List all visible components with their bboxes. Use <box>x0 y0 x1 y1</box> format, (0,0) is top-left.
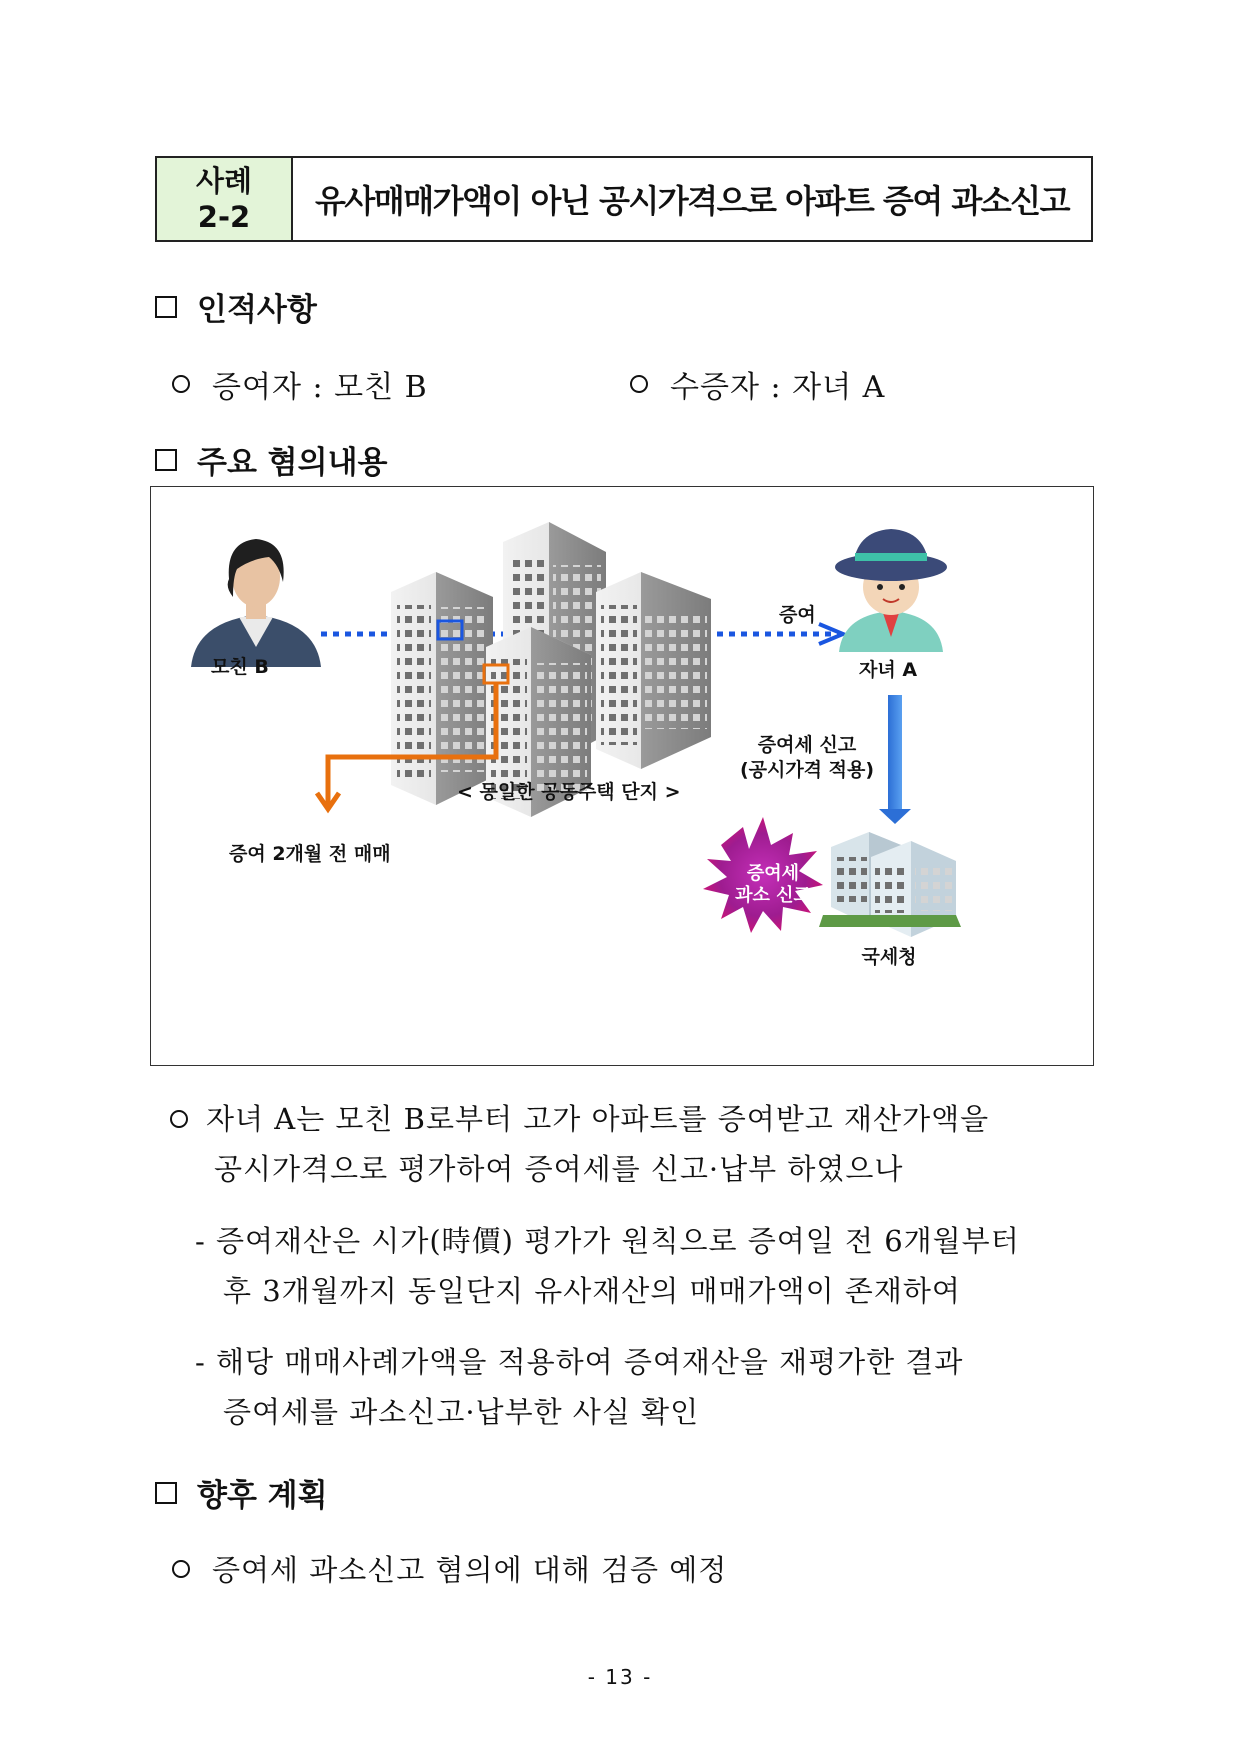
paragraph-3-line1: - 해당 매매사례가액을 적용하여 증여재산을 재평가한 결과 <box>195 1345 964 1379</box>
case-header <box>155 156 1093 242</box>
section-personal <box>155 284 317 329</box>
nts-building-icon <box>819 832 961 937</box>
circle-bullet-icon <box>170 1110 188 1128</box>
circle-bullet-icon <box>172 1560 190 1578</box>
child-figure-icon <box>835 529 947 652</box>
paragraph-3 <box>195 1337 1095 1437</box>
checkbox-square-icon <box>155 1482 177 1504</box>
apartment-complex-icon <box>391 522 711 817</box>
paragraph-2 <box>195 1216 1095 1316</box>
donor-text: 증여자 : 모친 B <box>212 370 428 405</box>
allegation-diagram <box>150 486 1094 1066</box>
paragraph-3-line2: 증여세를 과소신고·납부한 사실 확인 <box>223 1395 700 1429</box>
burst-label-line1: 증여세 <box>746 863 800 884</box>
section-personal-title: 인적사항 <box>197 292 317 328</box>
page-number: - 13 - <box>587 1665 653 1689</box>
mother-label: 모친 B <box>211 656 269 678</box>
case-label <box>157 158 293 240</box>
paragraph-1 <box>170 1094 1095 1194</box>
child-label: 자녀 A <box>859 659 918 681</box>
case-label-line2: 2-2 <box>197 200 251 234</box>
checkbox-square-icon <box>155 296 177 318</box>
checkbox-square-icon <box>155 449 177 471</box>
paragraph-2-line1: - 증여재산은 시가(時價) 평가가 원칙으로 증여일 전 6개월부터 <box>195 1224 1020 1258</box>
gift-label: 증여 <box>779 604 816 626</box>
recipient-line <box>630 362 885 406</box>
case-title: 유사매매가액이 아닌 공시가격으로 아파트 증여 과소신고 <box>314 182 1070 220</box>
donor-line <box>172 362 428 406</box>
section-plan-title: 향후 계획 <box>197 1478 328 1514</box>
plan-line <box>172 1548 727 1589</box>
report-label-line1: 증여세 신고 <box>757 734 857 756</box>
circle-bullet-icon <box>630 375 648 393</box>
case-label-line1: 사례 <box>195 164 253 198</box>
section-main-title: 주요 혐의내용 <box>197 445 388 481</box>
nts-label: 국세청 <box>861 946 917 968</box>
complex-label: < 동일한 공동주택 단지 > <box>457 781 681 803</box>
paragraph-1-line2: 공시가격으로 평가하여 증여세를 신고·납부 하였으나 <box>214 1152 904 1186</box>
paragraph-2-line2: 후 3개월까지 동일단지 유사재산의 매매가액이 존재하여 <box>223 1274 961 1308</box>
recipient-text: 수증자 : 자녀 A <box>670 370 886 405</box>
circle-bullet-icon <box>172 375 190 393</box>
report-arrow <box>888 695 902 810</box>
section-main <box>155 437 387 482</box>
plan-text: 증여세 과소신고 혐의에 대해 검증 예정 <box>212 1553 728 1587</box>
sale-label: 증여 2개월 전 매매 <box>229 843 391 865</box>
section-plan <box>155 1470 328 1515</box>
paragraph-1-line1: 자녀 A는 모친 B로부터 고가 아파트를 증여받고 재산가액을 <box>206 1102 990 1136</box>
mother-figure-icon <box>191 539 321 667</box>
burst-label-line2: 과소 신고 <box>735 885 811 906</box>
report-label-line2: (공시가격 적용) <box>739 759 875 781</box>
